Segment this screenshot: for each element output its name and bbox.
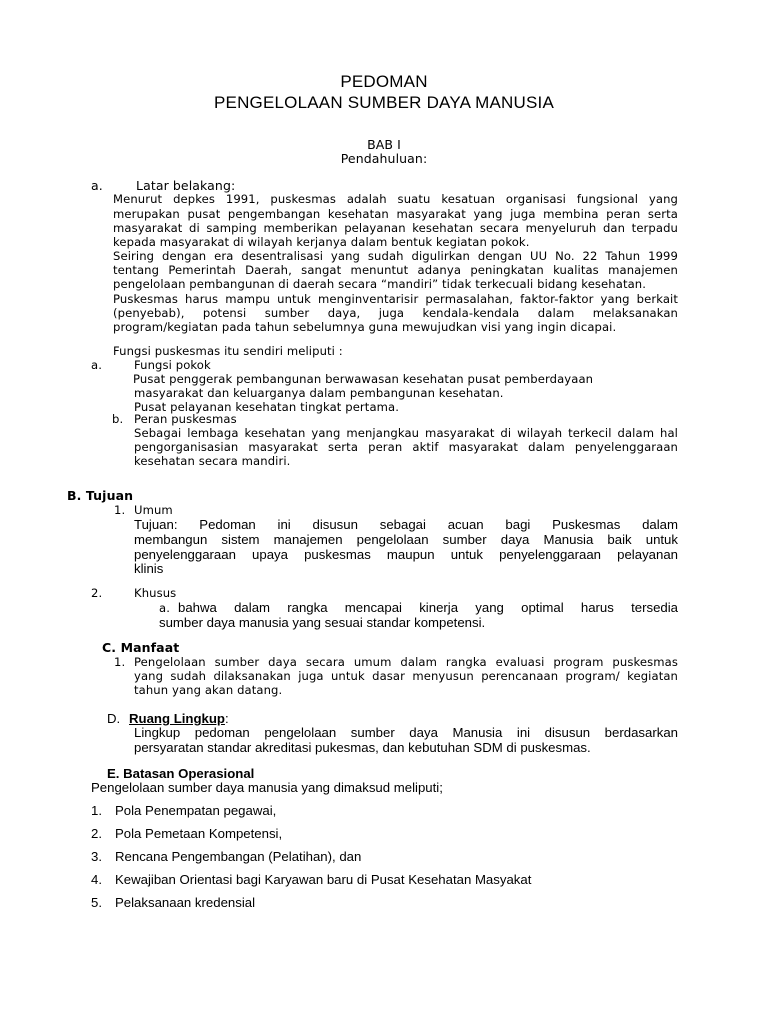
ruang-marker: D. [107, 711, 121, 726]
bab-name: Pendahuluan: [340, 151, 428, 166]
latar-line: (penyebab), potensi sumber daya, juga kendala-kendala dalam melaksanakan [113, 306, 678, 320]
latar-line: Seiring dengan era desentralisasi yang sudah digulirkan dengan UU No. 22 Tahun 1999 [113, 249, 678, 263]
batasan-item-number: 2. [91, 826, 102, 841]
tujuan-umum-line: Tujuan: Pedoman ini disusun sebagai acuan bagi Puskesmas dalam [134, 517, 678, 532]
batasan-item-text: Pola Penempatan pegawai, [115, 803, 277, 818]
doc-title-line1: PEDOMAN [340, 72, 428, 91]
tujuan-umum-line: klinis [134, 561, 164, 576]
fungsi-a-line: Pusat pelayanan kesehatan tingkat pertama. [134, 400, 400, 414]
batasan-item-number: 3. [91, 849, 102, 864]
latar-line: tentang Pemerintah Daerah, sangat menuntut adanya peningkatan kualitas manajemen [113, 263, 678, 277]
latar-marker: a. [91, 178, 103, 193]
fungsi-a-label: Fungsi pokok [134, 358, 211, 372]
manfaat-line: yang sudah dilaksanakan juga untuk dasar menyusun perencanaan program/ kegiatan [134, 669, 678, 683]
tujuan-khusus-label: Khusus [134, 586, 177, 600]
fungsi-a-marker: a. [91, 358, 102, 372]
tujuan-heading: B. Tujuan [67, 488, 134, 503]
ruang-heading-wrap [129, 711, 229, 726]
manfaat-line: Pengelolaan sumber daya secara umum dalam rangka evaluasi program puskesmas [134, 655, 678, 669]
tujuan-khusus-line: sumber daya manusia yang sesuai standar kompetensi. [159, 615, 486, 630]
batasan-item-text: Rencana Pengembangan (Pelatihan), dan [115, 849, 362, 864]
ruang-heading: Ruang Lingkup [129, 711, 225, 726]
fungsi-b-line: kesehatan secara mandiri. [134, 454, 291, 468]
fungsi-b-line: pengorganisasian masyarakat serta peran aktif masyarakat dalam penyelenggaraan [134, 440, 678, 454]
tujuan-khusus-marker: 2. [91, 586, 103, 600]
latar-line: Menurut depkes 1991, puskesmas adalah suatu kesatuan organisasi fungsional yang [113, 192, 678, 206]
batasan-item-text: Pola Pemetaan Kompetensi, [115, 826, 283, 841]
fungsi-b-line: Sebagai lembaga kesehatan yang menjangkau masyarakat di wilayah terkecil dalam hal [134, 426, 678, 440]
batasan-item-number: 1. [91, 803, 102, 818]
latar-line: Puskesmas harus mampu untuk menginventarisir permasalahan, faktor-faktor yang berkait [113, 292, 678, 306]
latar-heading: Latar belakang: [136, 178, 236, 193]
batasan-item-number: 5. [91, 895, 102, 910]
fungsi-b-label: Peran puskesmas [134, 412, 237, 426]
manfaat-line: tahun yang akan datang. [134, 683, 283, 697]
fungsi-a-line: masyarakat dan keluarganya dalam pembangunan kesehatan. [134, 386, 504, 400]
latar-line: merupakan pusat pengembangan kesehatan masyarakat yang juga membina peran serta [113, 207, 678, 221]
fungsi-a-line: Pusat penggerak pembangunan berwawasan kesehatan pusat pemberdayaan [133, 372, 594, 386]
bab-number: BAB I [367, 137, 401, 152]
latar-line: masyarakat di samping memberikan pelayanan kesehatan secara menyeluruh dan terpadu [113, 221, 678, 235]
fungsi-intro: Fungsi puskesmas itu sendiri meliputi : [113, 344, 343, 358]
tujuan-khusus-line: bahwa dalam rangka mencapai kinerja yang optimal harus tersedia [178, 600, 678, 615]
tujuan-umum-marker: 1. [114, 503, 126, 517]
ruang-line: Lingkup pedoman pengelolaan sumber daya Manusia ini disusun berdasarkan [134, 725, 678, 740]
fungsi-b-marker: b. [112, 412, 124, 426]
tujuan-khusus-a-marker: a. [159, 601, 170, 615]
manfaat-heading: C. Manfaat [102, 640, 180, 655]
ruang-line: persyaratan standar akreditasi pukesmas, dan kebutuhan SDM di puskesmas. [134, 740, 591, 755]
tujuan-umum-line: penyelenggaraan upaya puskesmas maupun untuk penyelenggaraan pelayanan [134, 547, 678, 562]
batasan-intro: Pengelolaan sumber daya manusia yang dimaksud meliputi; [91, 780, 443, 795]
ruang-colon: : [224, 711, 229, 726]
batasan-heading: E. Batasan Operasional [107, 766, 255, 781]
tujuan-umum-label: Umum [134, 503, 173, 517]
tujuan-umum-line: membangun sistem manajemen pengelolaan sumber daya Manusia baik untuk [134, 532, 678, 547]
latar-line: kepada masyarakat di wilayah kerjanya dalam bentuk kegiatan pokok. [113, 235, 530, 249]
manfaat-marker: 1. [114, 655, 126, 669]
latar-line: pengelolaan pembangunan di daerah secara “mandiri” tidak terkecuali bidang kesehatan. [113, 277, 647, 291]
batasan-item-text: Pelaksanaan kredensial [115, 895, 256, 910]
batasan-item-number: 4. [91, 872, 102, 887]
latar-line: program/kegiatan pada tahun sebelumnya guna mewujudkan visi yang ingin dicapai. [113, 320, 617, 334]
batasan-item-text: Kewajiban Orientasi bagi Karyawan baru di Pusat Kesehatan Masyakat [115, 872, 532, 887]
doc-title-line2: PENGELOLAAN SUMBER DAYA MANUSIA [214, 93, 554, 112]
